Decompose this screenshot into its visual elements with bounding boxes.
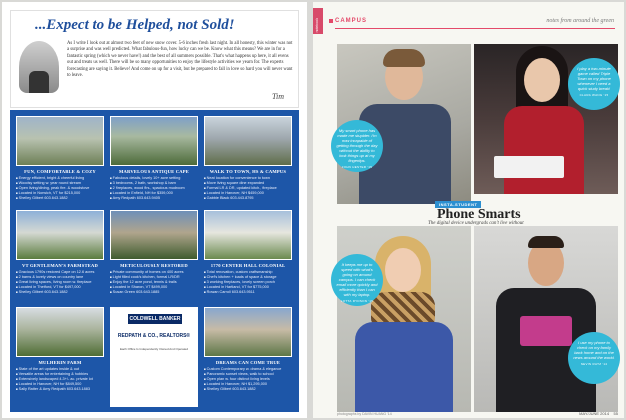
listing-detail: ■ Sally Ratter & Amy Redpath 603.643.1883 [16, 387, 104, 392]
listing-photo [204, 307, 292, 357]
listing-detail: ■ Located in Norwich, VT for $215,000 [16, 191, 104, 196]
quote-text: I play a two-minute game called Triple Town on my phone whenever I need a quick study break! [577, 66, 611, 91]
listing-detail: ■ Formal LR & DR, updated kitch., fireplace [204, 186, 292, 191]
listing-title: VT GENTLEMAN'S FARMSTEAD [21, 263, 99, 268]
section-tagline: notes from around the green [546, 18, 614, 24]
listing-detail: ■ Gracious 1790s restored Cape on 12.6 acres [16, 270, 104, 275]
listing-detail: ■ Custom Contemporary w. drama & elegance [204, 367, 292, 372]
left-page-ad [2, 2, 307, 418]
listing-title: MULHERIN FARM [38, 360, 82, 365]
listing-title: WALK TO TOWN, HS & CAMPUS [209, 169, 287, 174]
phone-quechee[interactable]: 802.295.1160 [157, 378, 191, 384]
listing-title: FUN, COMFORTABLE & COZY [24, 169, 96, 174]
feature-subtitle: The digital device undergrads can't live without [428, 221, 524, 226]
footer-spacer [610, 411, 612, 416]
listing-detail: ■ State of the art updates inside & out [16, 367, 104, 372]
listing-title: METICULOUSLY RESTORED [120, 263, 188, 268]
broker-website[interactable]: www.cbredpath.com [122, 390, 186, 397]
listing-title: DREAMS CAN COME TRUE [215, 360, 281, 365]
student-head [524, 58, 560, 102]
quote-author: JOHN HESTER '15 [341, 165, 373, 169]
listing-detail: ■ Woodsy setting w. year round stream [16, 181, 104, 186]
listing-detail: ■ Rowan Carroll 603.643.9511 [204, 290, 292, 295]
listing-card[interactable] [204, 210, 292, 295]
listing-detail: ■ Total renovation, custom craftsmanship [204, 270, 292, 275]
listing-detail: ■ Shelley Gilbert 603.643.1882 [204, 387, 292, 392]
page-footer [579, 411, 618, 416]
student-laptop [494, 156, 564, 178]
listing-details [16, 367, 104, 392]
section-marker-icon [329, 19, 333, 23]
listing-detail: ■ Amy Redpath 603.643.9405 [110, 196, 198, 201]
quote-text: It keeps me up to speed with what's going on around campus. I can check email more quickly and efficiently than I can with my laptop. [336, 262, 378, 297]
listing-title: MARVELOUS ANTIQUE CAPE [118, 169, 190, 174]
quote-bubble [568, 58, 620, 110]
listing-detail: ■ Located in Hanover, NH for $849,500 [16, 382, 104, 387]
listing-detail: ■ Located in Enfield, NH for $359,000 [110, 191, 198, 196]
ad-signature: Tim [271, 92, 284, 101]
listing-detail: ■ Located in Thetford, VT for $497,000 [16, 285, 104, 290]
listing-card[interactable] [204, 307, 292, 392]
broker-name: REDPATH & CO., REALTORS® [117, 333, 191, 339]
phone-hanover[interactable]: 603.643.6406 [117, 378, 152, 384]
listing-detail: ■ 2 barns & lovely views on country lane [16, 275, 104, 280]
listing-detail: ■ Enjoy the 12 acre pond, tennis & trails [110, 280, 198, 285]
listing-card[interactable] [16, 210, 104, 295]
listing-detail: ■ Open living/dining, peak fire. & woodstove [16, 186, 104, 191]
listing-detail: ■ Gabbie Black 603.443.8795 [204, 196, 292, 201]
notebook-tab-label: notebook [315, 18, 319, 33]
listing-card[interactable] [16, 116, 104, 201]
office-quechee: Quechee [156, 367, 186, 374]
student-shirt [504, 106, 584, 194]
listing-photo [204, 210, 292, 260]
student-photo [474, 226, 618, 412]
listing-detail: ■ Susan Green 603.643.1885 [110, 290, 198, 295]
listing-card[interactable] [16, 307, 104, 392]
ad-headline: ...Expect to be Helped, not Sold! [35, 17, 235, 33]
listing-details [204, 176, 292, 201]
listing-photo [110, 210, 198, 260]
listing-card[interactable] [110, 210, 198, 295]
student-coat [355, 322, 453, 412]
listing-detail: ■ Shelley Gilbert 603.643.1882 [16, 196, 104, 201]
listing-details [110, 176, 198, 201]
listing-detail: ■ Located in Hanover, NH $1,295,000 [204, 382, 292, 387]
ad-letter-text: As I write I look out at almost two feet of new snow cover. 5-6 inches fresh last night. In all honesty, this winter was not a surprise and was well predicted. What fabulous-fun, how lucky can we be. Know what this means? We are in for a fantastic spring (which we never have!) and the best of all summers possible. That's what happens up here, it all evens out and treats us well. There will be so many opportunities to enjoy the lifestyle activities we yearn for. The experts forecasting are saying it. Believe! And come on up for a visit, but be prepared to fall in love so hard you will never want to leave. [67, 41, 293, 79]
quote-text: My smart phone has made me stupider. I'm now incapable of getting through the day without the ability to look things up at my fingertips. [336, 128, 378, 163]
listing-photo [204, 116, 292, 166]
office-phones [110, 378, 198, 384]
phone-spacer [153, 378, 156, 384]
listing-detail: ■ Private community of homes on 400 acres [110, 270, 198, 275]
listings-panel [10, 110, 299, 412]
quote-author: NEVIN RATZ '14 [580, 362, 608, 366]
student-head [385, 248, 421, 292]
page-number: 55 [613, 411, 618, 416]
listing-detail: ■ Fabulous details, lovely 10+ acre setting [110, 176, 198, 181]
listing-detail: ■ Great living spaces, living room w. fireplace [16, 280, 104, 285]
feature-title: Phone Smarts [437, 207, 521, 222]
listing-details [204, 270, 292, 295]
listing-photo [16, 210, 104, 260]
listing-detail: ■ Shelley Gilbert 603.643.1882 [16, 290, 104, 295]
listing-card[interactable] [204, 116, 292, 201]
listing-detail: ■ 2 fireplaces, wood flrs., spacious mudroom [110, 186, 198, 191]
quote-bubble [331, 254, 383, 306]
listing-detail: ■ Extensively landscaped 4.3+/- ac. private lot [16, 377, 104, 382]
student-hair [383, 49, 425, 67]
listing-detail: ■ Move living square dine expanded [204, 181, 292, 186]
listing-photo [16, 116, 104, 166]
office-names [110, 367, 198, 374]
listing-detail: ■ Chef's kitchen + loads of space & storage [204, 275, 292, 280]
ad-intro-panel [10, 10, 299, 108]
office-hanover: Hanover [122, 367, 151, 374]
listing-details [204, 367, 292, 392]
listing-photo [16, 307, 104, 357]
listing-detail: ■ Versatile areas for entertaining & hobbies [16, 372, 104, 377]
listing-details [16, 176, 104, 201]
quote-text: I use my phone to check on my family back home and on the news around the world. [573, 340, 615, 360]
listing-detail: ■ Located in Hartland, VT for $775,000 [204, 285, 292, 290]
listing-detail: ■ 3 working fireplaces, lovely screen porch [204, 280, 292, 285]
feature-label: INSTA-STUDENT [435, 201, 481, 208]
listing-detail: ■ Neat location for convenience to town [204, 176, 292, 181]
listing-detail: ■ Panoramic sunset views, walk to school [204, 372, 292, 377]
quote-author: CLARA WANG '15 [579, 93, 609, 97]
issue-date: MAY/JUNE 2014 [579, 411, 610, 416]
notebook-tab [313, 8, 323, 34]
listing-details [110, 270, 198, 295]
listing-photo [110, 116, 198, 166]
quote-bubble [568, 332, 620, 384]
office-separator: • [151, 367, 157, 374]
listing-detail: ■ Located in Sharon, VT $499,000 [110, 285, 198, 290]
student-hair [528, 236, 564, 248]
listing-detail: ■ 3 bedrooms, 2 bath, workshop & barn [110, 181, 198, 186]
header-rule [335, 28, 615, 29]
listing-detail: ■ Light filled cook's kitchen, formal LR/DR [110, 275, 198, 280]
quote-bubble [331, 120, 383, 172]
listing-title: 1770 CENTER HALL COLONIAL [210, 263, 286, 268]
student-tshirt-graphic [520, 316, 572, 346]
listing-card[interactable] [110, 116, 198, 201]
section-title: CAMPUS [335, 18, 368, 24]
right-page-campus [313, 2, 624, 418]
agent-portrait [19, 41, 59, 93]
listing-detail: ■ Located in Hanover, NH $459,000 [204, 191, 292, 196]
listing-detail: ■ Open plan w. four distinct living levels [204, 377, 292, 382]
listing-detail: ■ Energy efficient, bright & cheerful living [16, 176, 104, 181]
quote-author: LOTTA RYDSON '15 [340, 299, 374, 303]
section-header [313, 2, 624, 42]
photo-credit: photographs by DAVIN HUANG '14 [337, 412, 392, 416]
listing-details [16, 270, 104, 295]
broker-badge: COLDWELL BANKER [129, 316, 181, 322]
broker-tagline: Each Office Is Independently Owned And Operated [120, 347, 188, 351]
